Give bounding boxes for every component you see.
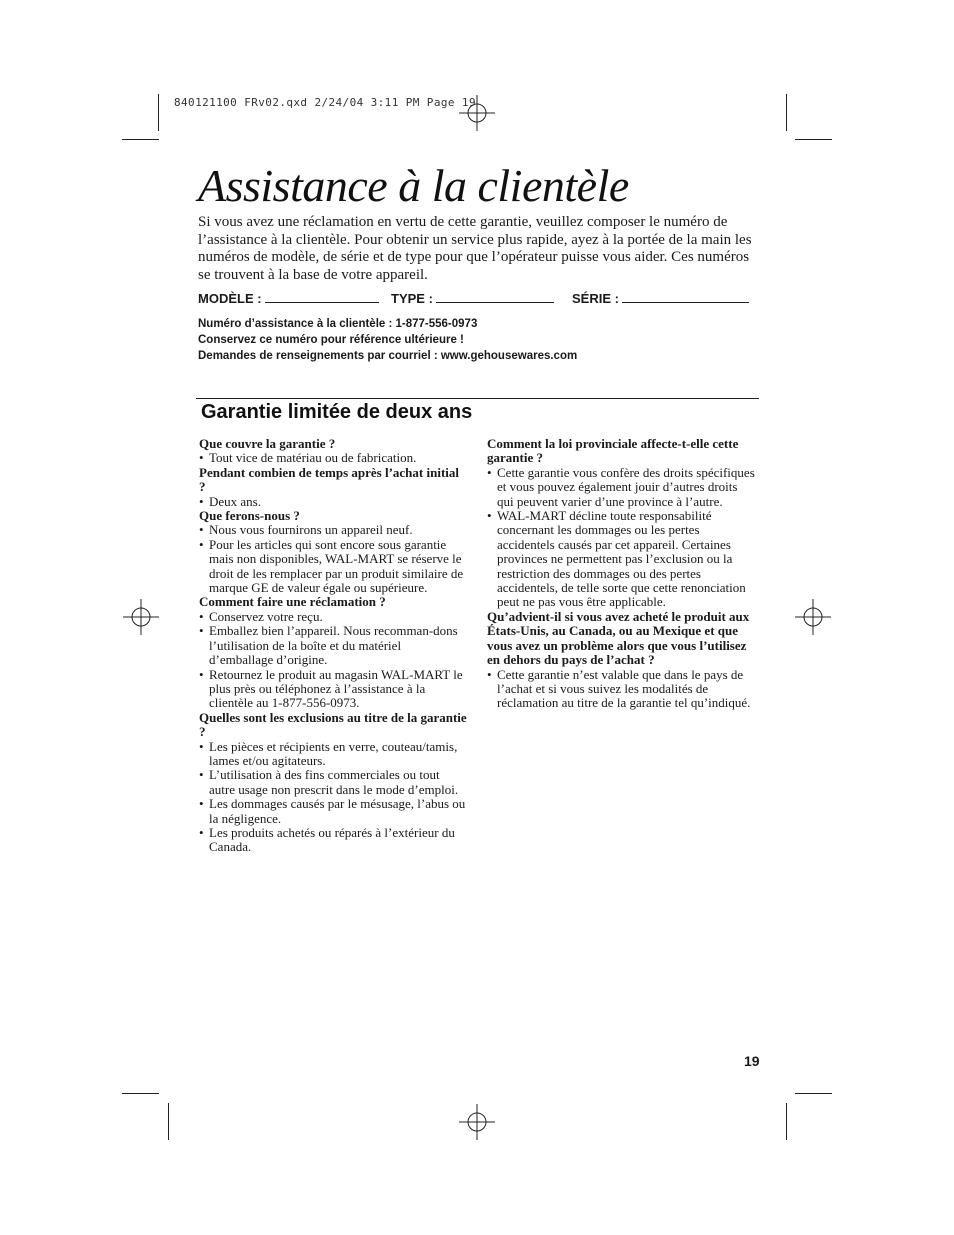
warranty-bullet: • Les pièces et récipients en verre, couteau/tamis, lames et/ou agitateurs. xyxy=(199,740,467,769)
intro-paragraph: Si vous avez une réclamation en vertu de cette garantie, veuillez composer le numéro de l’assistance à la clientèle. Pour obtenir un service plus rapide, ayez à la portée de la main les numéros de modèle, de série et de type pour que l’opérateur puisse vous aider. Ces numéros se trouvent à la base de votre appareil. xyxy=(198,214,752,283)
warranty-right-column xyxy=(487,437,757,711)
warranty-block xyxy=(199,466,467,509)
support-phone: Numéro d’assistance à la clientèle : 1-877-556-0973 xyxy=(198,318,478,330)
warranty-bullet: • Les produits achetés ou réparés à l’extérieur du Canada. xyxy=(199,826,467,855)
warranty-bullet: • Conservez votre reçu. xyxy=(199,610,467,624)
type-field[interactable] xyxy=(391,290,554,306)
crop-mark xyxy=(122,139,159,140)
serial-blank-line[interactable] xyxy=(622,290,749,303)
warranty-bullet: • L’utilisation à des fins commerciales ou tout autre usage non prescrit dans le mode d’emploi. xyxy=(199,768,467,797)
warranty-block xyxy=(199,437,467,466)
warranty-question: Quelles sont les exclusions au titre de la garantie ? xyxy=(199,709,467,740)
warranty-bullet: • Tout vice de matériau ou de fabrication. xyxy=(199,451,467,465)
warranty-bullet: • Emballez bien l’appareil. Nous recomman-dons l’utilisation de la boîte et du matériel d’emballage d’origine. xyxy=(199,624,467,667)
type-blank-line[interactable] xyxy=(436,290,554,303)
warranty-bullet: • Retournez le produit au magasin WAL-MART le plus près ou téléphonez à l’assistance à la clientèle au 1-877-556-0973. xyxy=(199,668,467,711)
warranty-block xyxy=(487,610,757,711)
warranty-block xyxy=(199,509,467,595)
email-inquiries: Demandes de renseignements par courriel : www.gehousewares.com xyxy=(198,350,578,362)
contact-info xyxy=(198,316,577,364)
warranty-question: Que ferons-nous ? xyxy=(199,508,300,524)
model-blank-line[interactable] xyxy=(265,290,379,303)
crop-mark xyxy=(158,94,159,131)
warranty-block xyxy=(199,711,467,855)
warranty-block xyxy=(487,437,757,610)
print-header: 840121100 FRv02.qxd 2/24/04 3:11 PM Page 19 xyxy=(174,96,476,109)
registration-mark-icon xyxy=(123,599,159,635)
crop-mark xyxy=(786,1103,787,1140)
registration-mark-icon xyxy=(459,1104,495,1140)
warranty-left-column xyxy=(199,437,467,855)
warranty-question: Pendant combien de temps après l’achat initial ? xyxy=(199,464,459,495)
page-title: Assistance à la clientèle xyxy=(198,160,629,211)
warranty-bullet: • Deux ans. xyxy=(199,495,467,509)
crop-mark xyxy=(795,1093,832,1094)
warranty-bullet: • Cette garantie vous confère des droits spécifiques et vous pouvez également jouir d’autres droits qui peuvent varier d’une province à l’autre. xyxy=(487,466,757,509)
warranty-question: Comment la loi provinciale affecte-t-elle cette garantie ? xyxy=(487,436,739,466)
warranty-question: Qu’advient-il si vous avez acheté le produit aux États-Unis, au Canada, ou au Mexique et que vous avez un problème alors que vous l’utilisez en dehors du pays de l’achat ? xyxy=(487,608,750,668)
crop-mark xyxy=(168,1103,169,1140)
page-number: 19 xyxy=(744,1053,760,1069)
serial-field[interactable] xyxy=(572,290,749,306)
warranty-bullet: • Nous vous fournirons un appareil neuf. xyxy=(199,523,467,537)
type-label: TYPE : xyxy=(391,291,433,306)
warranty-bullet: • WAL-MART décline toute responsabilité concernant les dommages ou les pertes accidentels causés par cet appareil. Certaines provinces ne permettent pas l’exclusion ou la restriction des dommages ou des pertes accidentels, de telle sorte que cette renonciation peut ne pas vous être applicable. xyxy=(487,509,757,610)
crop-mark xyxy=(786,94,787,131)
warranty-bullet: • Pour les articles qui sont encore sous garantie mais non disponibles, WAL-MART se réserve le droit de les remplacer par un produit similaire de marque GE de valeur égale ou supérieure. xyxy=(199,538,467,596)
model-field[interactable] xyxy=(198,290,379,306)
warranty-bullet: • Les dommages causés par le mésusage, l’abus ou la négligence. xyxy=(199,797,467,826)
crop-mark xyxy=(795,139,832,140)
product-info-fields xyxy=(198,290,758,312)
warranty-question: Que couvre la garantie ? xyxy=(199,436,336,451)
warranty-bullet: • Cette garantie n’est valable que dans le pays de l’achat et si vous suivez les modalités de réclamation au titre de la garantie tel qu’indiqué. xyxy=(487,668,757,711)
registration-mark-icon xyxy=(795,599,831,635)
registration-mark-icon xyxy=(459,95,495,131)
warranty-question: Comment faire une réclamation ? xyxy=(199,594,386,610)
keep-number-note: Conservez ce numéro pour référence ultérieure ! xyxy=(198,334,464,346)
model-label: MODÈLE : xyxy=(198,291,262,306)
serial-label: SÉRIE : xyxy=(572,291,619,306)
warranty-block xyxy=(199,595,467,710)
crop-mark xyxy=(122,1093,159,1094)
section-title: Garantie limitée de deux ans xyxy=(201,401,473,423)
